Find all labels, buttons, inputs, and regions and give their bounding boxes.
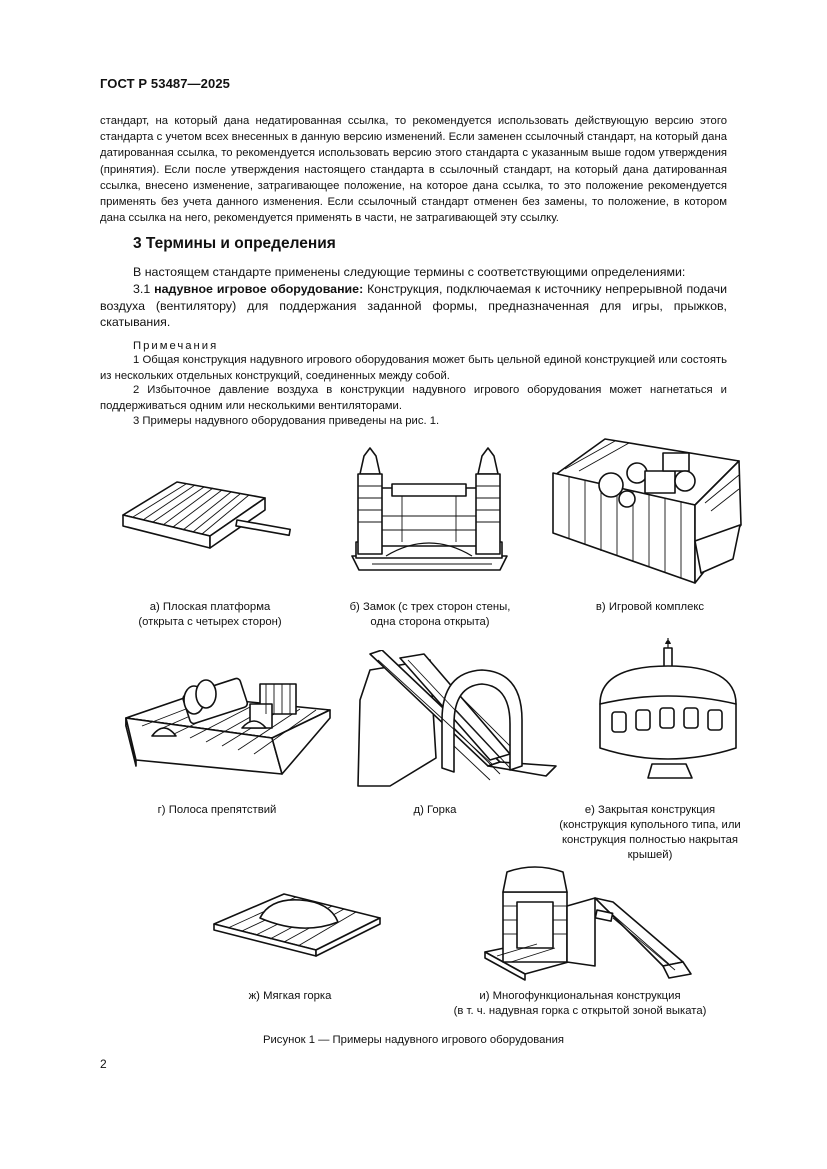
term-text: Конструкция, подключаемая к источнику непрерывной подачи воздуха (вентилятору) для поддержания заданной формы, предназначенная для игры, прыжков, скатывания. xyxy=(100,282,727,330)
figure-play-complex xyxy=(545,433,745,585)
figure-a-caption-line2: (открыта с четырех сторон) xyxy=(138,616,282,628)
figure-flat-platform xyxy=(115,470,295,560)
figure-h-caption xyxy=(430,989,730,1019)
figure-f-caption-line4: крышей) xyxy=(627,849,673,861)
figure-f-caption-line3: конструкция полностью накрытая xyxy=(561,834,739,846)
figure-b-caption-line2: одна сторона открыта) xyxy=(370,616,490,628)
section-heading: 3 Термины и определения xyxy=(133,235,336,252)
figure-a-caption xyxy=(115,600,305,630)
figure-f-caption-line2: (конструкция купольного типа, или xyxy=(559,819,741,831)
document-id: ГОСТ Р 53487—2025 xyxy=(100,76,230,91)
figure-obstacle-course xyxy=(122,666,337,776)
figure-g-caption xyxy=(200,989,380,1004)
figure-f-caption xyxy=(545,803,755,863)
figure-dome xyxy=(590,636,750,786)
page-number: 2 xyxy=(100,1057,107,1071)
figure-f-caption-line1: е) Закрытая конструкция xyxy=(584,804,716,816)
figure-soft-slide xyxy=(210,888,385,958)
notes-title: Примечания xyxy=(133,340,219,352)
note-2: 2 Избыточное давление воздуха в конструкции надувного игрового оборудования может нагнетаться и поддерживаться одним или несколькими вентиляторами. xyxy=(100,384,727,412)
figure-g-caption-line1: ж) Мягкая горка xyxy=(248,990,332,1002)
term-name: надувное игровое оборудование: xyxy=(154,282,364,296)
figure-h-caption-line1: и) Многофункциональная конструкция xyxy=(479,990,681,1002)
note-1: 1 Общая конструкция надувного игрового оборудования может быть цельной единой конструкцией или состоять из нескольких отдельных конструкций, соединенных между собой. xyxy=(100,354,727,382)
figure-e-caption-line1: д) Горка xyxy=(413,804,457,816)
figure-d-caption-line1: г) Полоса препятствий xyxy=(157,804,277,816)
figure-b-caption-line1: б) Замок (с трех сторон стены, xyxy=(349,601,511,613)
figure-slide xyxy=(350,650,560,788)
figure-multifunctional xyxy=(483,862,698,982)
figure-b-caption xyxy=(330,600,530,630)
intro-paragraph: стандарт, на который дана недатированная ссылка, то рекомендуется использовать действующую версию этого стандарта с учетом всех внесенных в данную версию изменений. Если заменен ссылочный стандарт, на который дана датированная ссылка, то рекомендуется использовать версию этого стандарта с указанным выше годом утверждения (принятия). Если после утверждения настоящего стандарта в ссылочный стандарт, на который дана датированная ссылка, внесено изменение, затрагивающее положение, на которое дана ссылка, то это положение рекомендуется применять без учета данного изменения. Если ссылочный стандарт отменен без замены, то положение, в котором дана ссылка на него, рекомендуется применять в части, не затрагивающей эту ссылку. xyxy=(100,115,727,225)
figure-e-caption xyxy=(375,803,495,818)
figure-c-caption-line1: в) Игровой комплекс xyxy=(595,601,705,613)
figure-a-caption-line1: а) Плоская платформа xyxy=(149,601,271,613)
figure-c-caption xyxy=(560,600,740,615)
term-definition xyxy=(100,281,727,331)
figure-1-caption: Рисунок 1 — Примеры надувного игрового оборудования xyxy=(262,1034,565,1046)
note-3: 3 Примеры надувного оборудования приведены на рис. 1. xyxy=(133,415,440,427)
term-number: 3.1 xyxy=(133,282,151,296)
figure-h-caption-line2: (в т. ч. надувная горка с открытой зоной выката) xyxy=(453,1005,707,1017)
figure-d-caption xyxy=(122,803,312,818)
section-lead: В настоящем стандарте применены следующие термины с соответствующими определениями: xyxy=(133,265,686,279)
figure-castle xyxy=(342,446,517,581)
